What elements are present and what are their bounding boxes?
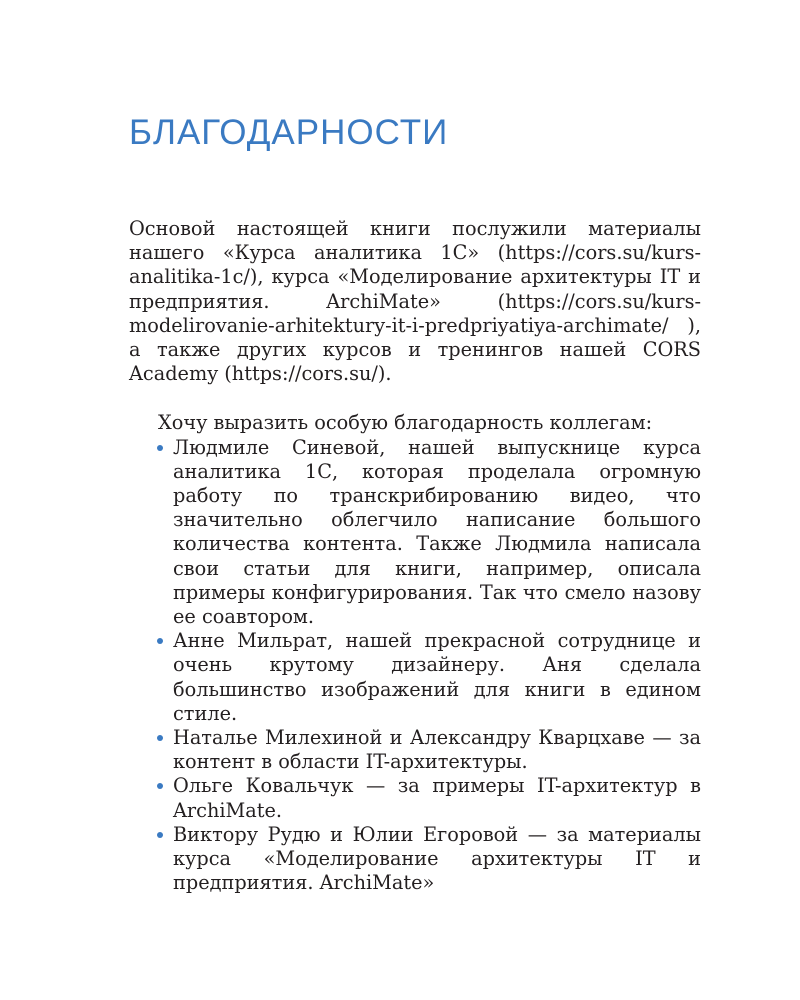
list-item bbox=[129, 436, 701, 630]
list-item-text: Виктору Рудю и Юлии Егоровой — за материалы курса «Моделирование архитектуры IT и предприятия. ArchiMate» bbox=[173, 822, 701, 895]
list-item bbox=[129, 726, 701, 774]
list-item bbox=[129, 823, 701, 896]
thanks-intro-paragraph: Хочу выразить особую благодарность коллегам: bbox=[158, 411, 653, 435]
bullet-dot-icon bbox=[157, 735, 163, 741]
list-item bbox=[129, 774, 701, 822]
bullet-dot-icon bbox=[157, 832, 163, 838]
list-item bbox=[129, 629, 701, 726]
list-item-text: Наталье Милехиной и Александру Кварцхаве — за контент в области IT-архитектуры. bbox=[173, 726, 701, 774]
thanks-list bbox=[129, 436, 701, 896]
page-body bbox=[129, 217, 701, 895]
bullet-dot-icon bbox=[157, 638, 163, 644]
intro-paragraph: Основой настоящей книги послужили материалы нашего «Курса аналитика 1С» (https://cors.su/kurs-analitika-1c/), курса «Моделирование архитектуры IT и предприятия. ArchiMate» (https://cors.su/kurs-modelirovanie-arhitektury-it-i-predpriyatiya-archimate/ ), а также других курсов и тренингов нашей CORS Academy (https://cors.su/). bbox=[129, 217, 701, 386]
list-item-text: Анне Мильрат, нашей прекрасной сотруднице и очень крутому дизайнеру. Аня сделала большинство изображений для книги в едином стиле. bbox=[173, 629, 701, 725]
bullet-dot-icon bbox=[157, 783, 163, 789]
list-item-text: Ольге Ковальчук — за примеры IT-архитектур в ArchiMate. bbox=[173, 774, 701, 822]
page-title: БЛАГОДАРНОСТИ bbox=[129, 113, 449, 152]
bullet-dot-icon bbox=[157, 445, 163, 451]
list-item-text: Людмиле Синевой, нашей выпускнице курса аналитика 1С, которая проделала огромную работу по транскрибированию видео, что значительно облегчило написание большого количества контента. Также Людмила написала свои статьи для книги, например, описала примеры конфигурирования. Так что смело назову ее соавтором. bbox=[173, 435, 701, 629]
